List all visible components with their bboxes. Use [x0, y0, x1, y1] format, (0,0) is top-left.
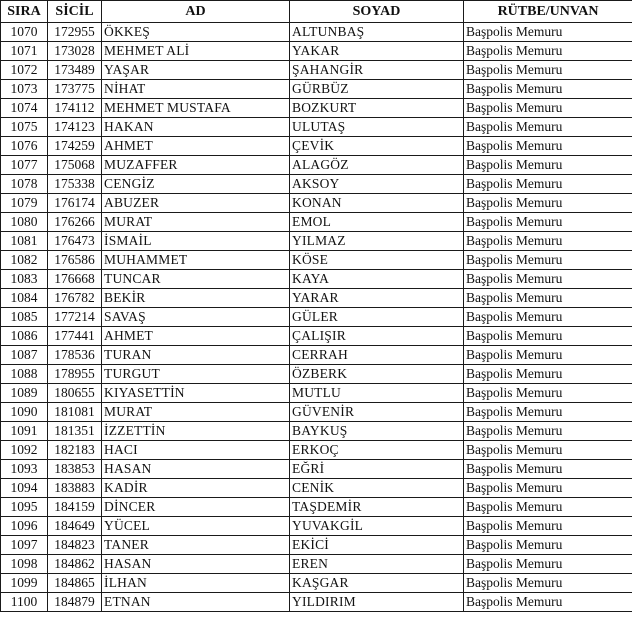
table-row — [1, 270, 632, 289]
cell-sicil: 177214 — [48, 308, 102, 327]
cell-sicil: 173775 — [48, 80, 102, 99]
cell-soyad: YAKAR — [290, 42, 464, 61]
table-row — [1, 327, 632, 346]
cell-sira: 1081 — [1, 232, 48, 251]
cell-rutbe: Başpolis Memuru — [464, 555, 632, 574]
cell-sicil: 180655 — [48, 384, 102, 403]
cell-sira: 1098 — [1, 555, 48, 574]
cell-sira: 1092 — [1, 441, 48, 460]
table-row — [1, 498, 632, 517]
cell-sicil: 181351 — [48, 422, 102, 441]
table-row — [1, 346, 632, 365]
cell-rutbe: Başpolis Memuru — [464, 137, 632, 156]
cell-rutbe: Başpolis Memuru — [464, 232, 632, 251]
cell-ad: AHMET — [102, 327, 290, 346]
cell-soyad: BOZKURT — [290, 99, 464, 118]
table-row — [1, 555, 632, 574]
cell-soyad: YARAR — [290, 289, 464, 308]
cell-sira: 1079 — [1, 194, 48, 213]
table-row — [1, 593, 632, 612]
cell-ad: MEHMET MUSTAFA — [102, 99, 290, 118]
cell-soyad: YILDIRIM — [290, 593, 464, 612]
table-row — [1, 61, 632, 80]
cell-sicil: 173028 — [48, 42, 102, 61]
cell-ad: İLHAN — [102, 574, 290, 593]
cell-sira: 1082 — [1, 251, 48, 270]
cell-rutbe: Başpolis Memuru — [464, 574, 632, 593]
cell-sicil: 183853 — [48, 460, 102, 479]
table-row — [1, 536, 632, 555]
cell-sira: 1076 — [1, 137, 48, 156]
cell-rutbe: Başpolis Memuru — [464, 460, 632, 479]
cell-ad: KADİR — [102, 479, 290, 498]
cell-sira: 1087 — [1, 346, 48, 365]
cell-sicil: 184159 — [48, 498, 102, 517]
cell-rutbe: Başpolis Memuru — [464, 270, 632, 289]
cell-soyad: CERRAH — [290, 346, 464, 365]
cell-rutbe: Başpolis Memuru — [464, 479, 632, 498]
cell-soyad: KAYA — [290, 270, 464, 289]
table-row — [1, 232, 632, 251]
cell-sicil: 173489 — [48, 61, 102, 80]
cell-rutbe: Başpolis Memuru — [464, 175, 632, 194]
cell-sira: 1089 — [1, 384, 48, 403]
cell-rutbe: Başpolis Memuru — [464, 251, 632, 270]
cell-rutbe: Başpolis Memuru — [464, 194, 632, 213]
cell-soyad: ULUTAŞ — [290, 118, 464, 137]
cell-ad: NİHAT — [102, 80, 290, 99]
cell-sicil: 178536 — [48, 346, 102, 365]
table-row — [1, 251, 632, 270]
cell-sicil: 174112 — [48, 99, 102, 118]
cell-sira: 1088 — [1, 365, 48, 384]
cell-sira: 1097 — [1, 536, 48, 555]
cell-sira: 1085 — [1, 308, 48, 327]
table-row — [1, 23, 632, 42]
cell-sicil: 174259 — [48, 137, 102, 156]
cell-soyad: ŞAHANGİR — [290, 61, 464, 80]
cell-ad: İSMAİL — [102, 232, 290, 251]
cell-rutbe: Başpolis Memuru — [464, 289, 632, 308]
cell-rutbe: Başpolis Memuru — [464, 118, 632, 137]
cell-rutbe: Başpolis Memuru — [464, 384, 632, 403]
cell-ad: HACI — [102, 441, 290, 460]
cell-sira: 1093 — [1, 460, 48, 479]
cell-ad: TURAN — [102, 346, 290, 365]
header-sira: SIRA — [1, 1, 48, 23]
cell-sira: 1091 — [1, 422, 48, 441]
table-row — [1, 175, 632, 194]
cell-sicil: 175068 — [48, 156, 102, 175]
cell-sira: 1074 — [1, 99, 48, 118]
cell-soyad: YUVAKGİL — [290, 517, 464, 536]
header-rutbe: RÜTBE/UNVAN — [464, 1, 632, 23]
cell-sira: 1073 — [1, 80, 48, 99]
table-row — [1, 574, 632, 593]
cell-rutbe: Başpolis Memuru — [464, 346, 632, 365]
cell-ad: ETNAN — [102, 593, 290, 612]
header-soyad: SOYAD — [290, 1, 464, 23]
cell-sicil: 184862 — [48, 555, 102, 574]
cell-sicil: 184879 — [48, 593, 102, 612]
cell-ad: TUNCAR — [102, 270, 290, 289]
cell-sira: 1090 — [1, 403, 48, 422]
cell-soyad: KÖSE — [290, 251, 464, 270]
cell-ad: MUHAMMET — [102, 251, 290, 270]
table-row — [1, 80, 632, 99]
cell-sira: 1070 — [1, 23, 48, 42]
cell-rutbe: Başpolis Memuru — [464, 80, 632, 99]
cell-sira: 1083 — [1, 270, 48, 289]
cell-sicil: 184649 — [48, 517, 102, 536]
cell-sicil: 182183 — [48, 441, 102, 460]
table-row — [1, 479, 632, 498]
table-row — [1, 441, 632, 460]
table-row — [1, 365, 632, 384]
cell-sicil: 184865 — [48, 574, 102, 593]
cell-sira: 1080 — [1, 213, 48, 232]
cell-ad: MEHMET ALİ — [102, 42, 290, 61]
cell-sira: 1071 — [1, 42, 48, 61]
cell-rutbe: Başpolis Memuru — [464, 327, 632, 346]
cell-sicil: 178955 — [48, 365, 102, 384]
cell-sira: 1099 — [1, 574, 48, 593]
table-row — [1, 289, 632, 308]
cell-soyad: ÇEVİK — [290, 137, 464, 156]
cell-sicil: 174123 — [48, 118, 102, 137]
cell-rutbe: Başpolis Memuru — [464, 517, 632, 536]
table-row — [1, 517, 632, 536]
cell-ad: AHMET — [102, 137, 290, 156]
cell-ad: ÖKKEŞ — [102, 23, 290, 42]
cell-soyad: TAŞDEMİR — [290, 498, 464, 517]
cell-soyad: EKİCİ — [290, 536, 464, 555]
cell-ad: HASAN — [102, 555, 290, 574]
cell-sira: 1078 — [1, 175, 48, 194]
cell-soyad: KONAN — [290, 194, 464, 213]
cell-soyad: GÜLER — [290, 308, 464, 327]
cell-sira: 1094 — [1, 479, 48, 498]
cell-soyad: BAYKUŞ — [290, 422, 464, 441]
cell-ad: BEKİR — [102, 289, 290, 308]
cell-rutbe: Başpolis Memuru — [464, 422, 632, 441]
header-sicil: SİCİL — [48, 1, 102, 23]
table-row — [1, 137, 632, 156]
cell-sira: 1100 — [1, 593, 48, 612]
cell-ad: SAVAŞ — [102, 308, 290, 327]
table-row — [1, 384, 632, 403]
cell-ad: HASAN — [102, 460, 290, 479]
cell-soyad: MUTLU — [290, 384, 464, 403]
cell-sicil: 176174 — [48, 194, 102, 213]
cell-ad: MUZAFFER — [102, 156, 290, 175]
cell-rutbe: Başpolis Memuru — [464, 213, 632, 232]
cell-ad: CENGİZ — [102, 175, 290, 194]
cell-sira: 1086 — [1, 327, 48, 346]
table-row — [1, 308, 632, 327]
cell-sicil: 176782 — [48, 289, 102, 308]
cell-sicil: 183883 — [48, 479, 102, 498]
table-row — [1, 156, 632, 175]
cell-rutbe: Başpolis Memuru — [464, 99, 632, 118]
cell-ad: MURAT — [102, 213, 290, 232]
cell-soyad: YILMAZ — [290, 232, 464, 251]
cell-ad: DİNCER — [102, 498, 290, 517]
cell-rutbe: Başpolis Memuru — [464, 403, 632, 422]
cell-ad: MURAT — [102, 403, 290, 422]
table-row — [1, 99, 632, 118]
cell-ad: TANER — [102, 536, 290, 555]
cell-sira: 1096 — [1, 517, 48, 536]
cell-soyad: CENİK — [290, 479, 464, 498]
cell-sicil: 176668 — [48, 270, 102, 289]
cell-sira: 1095 — [1, 498, 48, 517]
cell-sicil: 175338 — [48, 175, 102, 194]
table-header — [1, 1, 632, 23]
table-row — [1, 194, 632, 213]
cell-soyad: GÜVENİR — [290, 403, 464, 422]
cell-sicil: 176586 — [48, 251, 102, 270]
table-row — [1, 460, 632, 479]
cell-rutbe: Başpolis Memuru — [464, 498, 632, 517]
cell-sicil: 172955 — [48, 23, 102, 42]
cell-rutbe: Başpolis Memuru — [464, 61, 632, 80]
cell-ad: TURGUT — [102, 365, 290, 384]
cell-rutbe: Başpolis Memuru — [464, 593, 632, 612]
cell-sicil: 177441 — [48, 327, 102, 346]
cell-soyad: ALTUNBAŞ — [290, 23, 464, 42]
cell-soyad: AKSOY — [290, 175, 464, 194]
cell-rutbe: Başpolis Memuru — [464, 42, 632, 61]
cell-sicil: 184823 — [48, 536, 102, 555]
cell-sira: 1077 — [1, 156, 48, 175]
header-row — [1, 1, 632, 23]
table-body — [1, 23, 632, 612]
cell-sicil: 176266 — [48, 213, 102, 232]
table-row — [1, 42, 632, 61]
cell-sira: 1072 — [1, 61, 48, 80]
cell-soyad: EREN — [290, 555, 464, 574]
cell-soyad: ÖZBERK — [290, 365, 464, 384]
cell-soyad: ÇALIŞIR — [290, 327, 464, 346]
cell-soyad: ERKOÇ — [290, 441, 464, 460]
table-row — [1, 213, 632, 232]
cell-sira: 1075 — [1, 118, 48, 137]
cell-rutbe: Başpolis Memuru — [464, 156, 632, 175]
cell-soyad: KAŞGAR — [290, 574, 464, 593]
cell-soyad: GÜRBÜZ — [290, 80, 464, 99]
table-row — [1, 403, 632, 422]
cell-soyad: ALAGÖZ — [290, 156, 464, 175]
cell-sicil: 176473 — [48, 232, 102, 251]
cell-rutbe: Başpolis Memuru — [464, 441, 632, 460]
cell-ad: HAKAN — [102, 118, 290, 137]
cell-sira: 1084 — [1, 289, 48, 308]
cell-ad: ABUZER — [102, 194, 290, 213]
cell-ad: YÜCEL — [102, 517, 290, 536]
cell-ad: YAŞAR — [102, 61, 290, 80]
header-ad: AD — [102, 1, 290, 23]
cell-ad: İZZETTİN — [102, 422, 290, 441]
cell-ad: KIYASETTİN — [102, 384, 290, 403]
cell-soyad: EMOL — [290, 213, 464, 232]
cell-soyad: EĞRİ — [290, 460, 464, 479]
cell-rutbe: Başpolis Memuru — [464, 365, 632, 384]
table-row — [1, 422, 632, 441]
table-row — [1, 118, 632, 137]
cell-rutbe: Başpolis Memuru — [464, 308, 632, 327]
cell-rutbe: Başpolis Memuru — [464, 536, 632, 555]
cell-rutbe: Başpolis Memuru — [464, 23, 632, 42]
cell-sicil: 181081 — [48, 403, 102, 422]
